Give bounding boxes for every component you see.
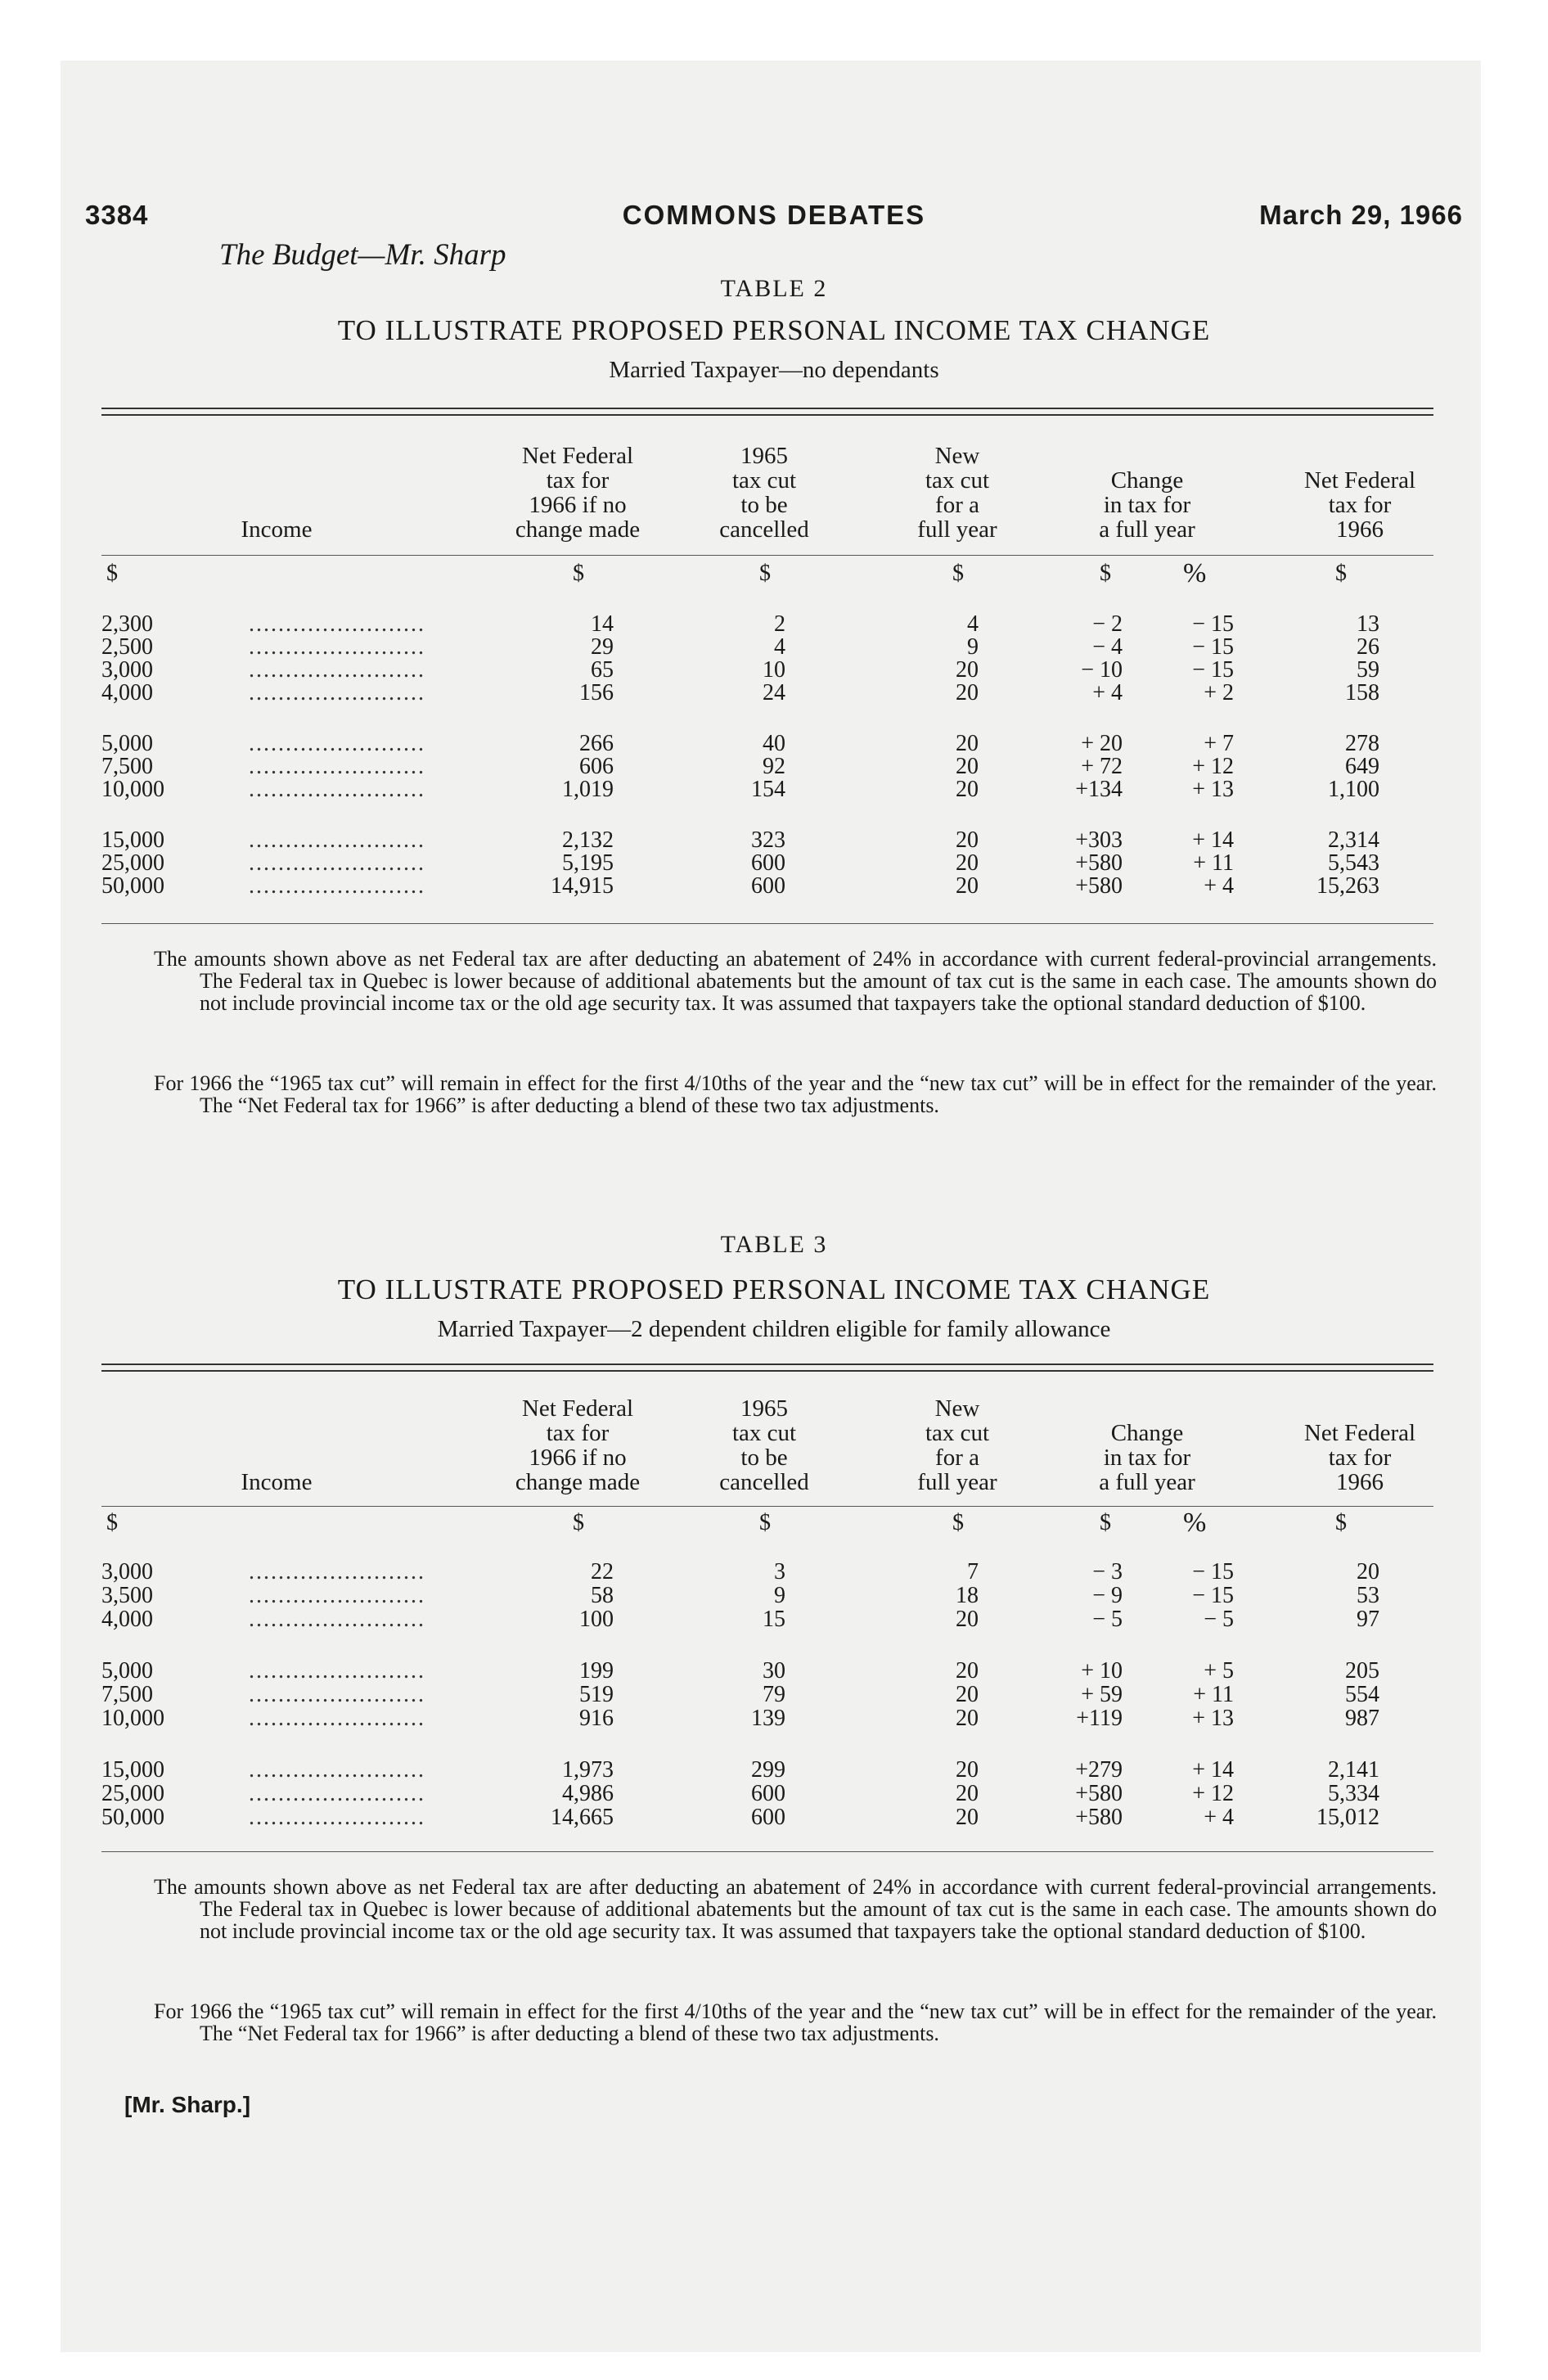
table2-unit-dollar: $ [106,561,118,586]
table2-unit-dollar: $ [1100,561,1111,586]
change-dollar-cell: + 10 [1081,1658,1123,1684]
table2-unit-percent: % [1183,558,1207,588]
cut-1965-cell: 10 [763,657,785,683]
change-percent-cell: + 5 [1204,1658,1234,1684]
table3-header-new-cut-line: New [934,1395,980,1422]
leader-dots: ........................ [249,611,425,637]
table2-subtitle: Married Taxpayer—no dependants [609,357,939,383]
change-dollar-cell: + 59 [1081,1682,1123,1707]
change-percent-cell: − 15 [1192,634,1234,660]
net-no-change-cell: 22 [591,1559,614,1584]
table3-top-rule-2 [101,1370,1433,1372]
income-cell: 3,000 [101,1559,153,1584]
change-dollar-cell: +580 [1075,850,1123,876]
income-cell: 7,500 [101,754,153,779]
cut-1965-cell: 299 [751,1757,785,1783]
change-percent-cell: + 4 [1204,1805,1234,1830]
net-1966-cell: 15,263 [1316,873,1379,899]
table2-unit-dollar: $ [759,561,771,586]
change-dollar-cell: +279 [1075,1757,1123,1783]
table3-header-net-no-change-line: Net Federal [521,1395,634,1422]
change-dollar-cell: − 5 [1092,1607,1123,1632]
table2-header-new-cut-line: tax cut [925,467,990,494]
table2-header-cut-1965-line: to be [740,492,788,518]
income-cell: 50,000 [101,873,164,899]
table3-top-rule [101,1364,1433,1365]
table2-header-change-line: Change [1110,467,1184,494]
income-cell: 25,000 [101,850,164,876]
new-cut-cell: 20 [956,827,979,853]
change-percent-cell: + 12 [1192,1781,1234,1806]
leader-dots: ........................ [249,657,425,683]
table2-note-blend: For 1966 the “1965 tax cut” will remain in effect for the first 4/10ths of the year and the “new tax cut” will be in effect for the remainder of the year. The “Net Federal tax for 1966” is after deducting a blend of these two tax adjustments. [154,1071,1437,1117]
cut-1965-cell: 600 [751,850,785,876]
table3-header-net-1966-line: tax for [1328,1445,1392,1471]
net-1966-cell: 554 [1345,1682,1379,1707]
cut-1965-cell: 600 [751,1781,785,1806]
table2-top-rule [101,408,1433,409]
leader-dots: ........................ [249,1607,425,1632]
page-number: 3384 [85,200,149,230]
leader-dots: ........................ [249,1805,425,1830]
table2-header-change-line: a full year [1099,516,1195,543]
net-no-change-cell: 4,986 [562,1781,614,1806]
leader-dots: ........................ [249,1781,425,1806]
net-no-change-cell: 1,973 [562,1757,614,1783]
cut-1965-cell: 2 [774,611,785,637]
change-percent-cell: + 14 [1192,827,1234,853]
table2-top-rule-2 [101,414,1433,416]
table2-bottom-rule [101,923,1433,924]
table2-header-net-no-change-line: change made [515,516,641,543]
net-1966-cell: 5,543 [1328,850,1379,876]
change-dollar-cell: − 2 [1092,611,1123,637]
table3-header-new-cut-line: for a [935,1445,979,1471]
change-dollar-cell: +119 [1076,1706,1123,1731]
table3-header-net-no-change-line: tax for [546,1420,610,1446]
change-percent-cell: − 15 [1192,1559,1234,1584]
net-no-change-cell: 65 [591,657,614,683]
leader-dots: ........................ [249,873,425,899]
table3-header-net-1966-line: Net Federal [1303,1420,1416,1446]
section-heading: The Budget—Mr. Sharp [219,238,506,272]
leader-dots: ........................ [249,827,425,853]
income-cell: 4,000 [101,1607,153,1632]
table2-header-new-cut-line: full year [917,516,997,543]
change-dollar-cell: +580 [1075,1781,1123,1806]
table3-header-income: Income [241,1469,313,1495]
table3-unit-dollar: $ [952,1510,964,1535]
change-percent-cell: + 11 [1193,1682,1234,1707]
change-percent-cell: + 12 [1192,754,1234,779]
net-no-change-cell: 606 [579,754,614,779]
net-1966-cell: 205 [1345,1658,1379,1684]
page-date: March 29, 1966 [1259,200,1463,230]
change-dollar-cell: +303 [1075,827,1123,853]
income-cell: 25,000 [101,1781,164,1806]
table3-header-cut-1965-line: 1965 [740,1395,788,1422]
cut-1965-cell: 9 [774,1583,785,1608]
leader-dots: ........................ [249,634,425,660]
new-cut-cell: 20 [956,1805,979,1830]
net-no-change-cell: 1,019 [562,777,614,802]
leader-dots: ........................ [249,754,425,779]
table3-unit-percent: % [1183,1508,1207,1538]
table2-header-rule [101,555,1433,556]
net-no-change-cell: 5,195 [562,850,614,876]
new-cut-cell: 20 [956,1706,979,1731]
table3-title: TO ILLUSTRATE PROPOSED PERSONAL INCOME TAX CHANGE [337,1273,1211,1305]
table3-header-rule [101,1506,1433,1507]
income-cell: 15,000 [101,827,164,853]
speaker-attribution: [Mr. Sharp.] [124,2092,251,2117]
table3-header-new-cut-line: tax cut [925,1420,990,1446]
cut-1965-cell: 30 [763,1658,785,1684]
table3-unit-dollar: $ [1335,1510,1347,1535]
table3-unit-dollar: $ [759,1510,771,1535]
change-percent-cell: + 2 [1204,680,1234,705]
new-cut-cell: 20 [956,680,979,705]
table3-unit-dollar: $ [106,1510,118,1535]
table2-unit-dollar: $ [1335,561,1347,586]
change-dollar-cell: + 20 [1081,731,1123,756]
income-cell: 4,000 [101,680,153,705]
table3-unit-dollar: $ [573,1510,584,1535]
net-1966-cell: 649 [1345,754,1379,779]
net-1966-cell: 53 [1357,1583,1379,1608]
change-percent-cell: + 11 [1193,850,1234,876]
change-dollar-cell: + 4 [1092,680,1123,705]
income-cell: 7,500 [101,1682,153,1707]
income-cell: 2,300 [101,611,153,637]
leader-dots: ........................ [249,1559,425,1584]
change-dollar-cell: +134 [1075,777,1123,802]
table3-header-net-no-change-line: 1966 if no [529,1445,627,1471]
table2-header-net-1966-line: tax for [1328,492,1392,518]
new-cut-cell: 7 [967,1559,979,1584]
new-cut-cell: 4 [967,611,979,637]
change-percent-cell: − 15 [1192,1583,1234,1608]
table3-header-change-line: Change [1110,1420,1184,1446]
income-cell: 5,000 [101,731,153,756]
change-dollar-cell: − 4 [1092,634,1123,660]
net-1966-cell: 59 [1357,657,1379,683]
table2-header-income: Income [241,516,313,543]
table2-unit-dollar: $ [952,561,964,586]
income-cell: 5,000 [101,1658,153,1684]
leader-dots: ........................ [249,1583,425,1608]
new-cut-cell: 20 [956,850,979,876]
change-percent-cell: + 13 [1192,777,1234,802]
cut-1965-cell: 154 [751,777,785,802]
table2-header-net-no-change-line: 1966 if no [529,492,627,518]
table2-header-net-1966-line: Net Federal [1303,467,1416,494]
net-1966-cell: 278 [1345,731,1379,756]
table2-number: TABLE 2 [720,275,828,302]
net-no-change-cell: 14,915 [551,873,614,899]
change-percent-cell: − 5 [1204,1607,1234,1632]
change-percent-cell: + 13 [1192,1706,1234,1731]
cut-1965-cell: 323 [751,827,785,853]
income-cell: 3,000 [101,657,153,683]
change-percent-cell: − 15 [1192,611,1234,637]
net-no-change-cell: 100 [579,1607,614,1632]
leader-dots: ........................ [249,731,425,756]
leader-dots: ........................ [249,1706,425,1731]
new-cut-cell: 9 [967,634,979,660]
leader-dots: ........................ [249,850,425,876]
table2-header-net-no-change-line: Net Federal [521,443,634,469]
table2-unit-dollar: $ [573,561,584,586]
table2-note-abatement: The amounts shown above as net Federal tax are after deducting an abatement of 24% in accordance with current federal-provincial arrangements. The Federal tax in Quebec is lower because of additional abatements but the amount of tax cut is the same in each case. The amounts shown do not include provincial income tax or the old age security tax. It was assumed that taxpayers take the optional standard deduction of $100. [154,947,1437,1015]
new-cut-cell: 20 [956,1781,979,1806]
table2-header-cut-1965-line: tax cut [731,467,797,494]
net-1966-cell: 97 [1357,1607,1379,1632]
table3-header-change-line: a full year [1099,1469,1195,1495]
income-cell: 10,000 [101,1706,164,1731]
cut-1965-cell: 92 [763,754,785,779]
table3-header-cut-1965-line: to be [740,1445,788,1471]
table2-header-cut-1965-line: cancelled [719,516,809,543]
change-dollar-cell: + 72 [1081,754,1123,779]
net-no-change-cell: 2,132 [562,827,614,853]
net-no-change-cell: 14,665 [551,1805,614,1830]
income-cell: 50,000 [101,1805,164,1830]
net-no-change-cell: 916 [579,1706,614,1731]
cut-1965-cell: 24 [763,680,785,705]
net-1966-cell: 158 [1345,680,1379,705]
cut-1965-cell: 15 [763,1607,785,1632]
change-percent-cell: + 4 [1204,873,1234,899]
cut-1965-cell: 79 [763,1682,785,1707]
table2-header-new-cut-line: New [934,443,980,469]
net-no-change-cell: 14 [591,611,614,637]
new-cut-cell: 20 [956,1682,979,1707]
leader-dots: ........................ [249,680,425,705]
table2-header-new-cut-line: for a [935,492,979,518]
net-no-change-cell: 519 [579,1682,614,1707]
net-1966-cell: 2,141 [1328,1757,1379,1783]
net-1966-cell: 1,100 [1328,777,1379,802]
change-percent-cell: + 7 [1204,731,1234,756]
table3-note-blend: For 1966 the “1965 tax cut” will remain in effect for the first 4/10ths of the year and the “new tax cut” will be in effect for the remainder of the year. The “Net Federal tax for 1966” is after deducting a blend of these two tax adjustments. [154,1999,1437,2045]
table3-bottom-rule [101,1851,1433,1852]
table2-header-net-1966-line: 1966 [1336,516,1384,543]
table3-unit-dollar: $ [1100,1510,1111,1535]
new-cut-cell: 20 [956,1757,979,1783]
net-no-change-cell: 266 [579,731,614,756]
change-dollar-cell: − 3 [1092,1559,1123,1584]
table2-header-cut-1965-line: 1965 [740,443,788,469]
table3-header-cut-1965-line: cancelled [719,1469,809,1495]
leader-dots: ........................ [249,1658,425,1684]
net-1966-cell: 987 [1345,1706,1379,1731]
cut-1965-cell: 3 [774,1559,785,1584]
net-1966-cell: 13 [1357,611,1379,637]
table3-header-cut-1965-line: tax cut [731,1420,797,1446]
cut-1965-cell: 4 [774,634,785,660]
table2-header-net-no-change-line: tax for [546,467,610,494]
net-1966-cell: 15,012 [1316,1805,1379,1830]
new-cut-cell: 20 [956,1607,979,1632]
income-cell: 15,000 [101,1757,164,1783]
table3-header-net-1966-line: 1966 [1336,1469,1384,1495]
new-cut-cell: 20 [956,777,979,802]
journal-title: COMMONS DEBATES [622,200,926,230]
cut-1965-cell: 139 [751,1706,785,1731]
new-cut-cell: 20 [956,1658,979,1684]
net-1966-cell: 26 [1357,634,1379,660]
income-cell: 3,500 [101,1583,153,1608]
cut-1965-cell: 600 [751,873,785,899]
table3-number: TABLE 3 [720,1231,828,1258]
table3-header-new-cut-line: full year [917,1469,997,1495]
net-1966-cell: 5,334 [1328,1781,1379,1806]
net-1966-cell: 2,314 [1328,827,1379,853]
new-cut-cell: 20 [956,873,979,899]
table3-note-abatement: The amounts shown above as net Federal tax are after deducting an abatement of 24% in accordance with current federal-provincial arrangements. The Federal tax in Quebec is lower because of additional abatements but the amount of tax cut is the same in each case. The amounts shown do not include provincial income tax or the old age security tax. It was assumed that taxpayers take the optional standard deduction of $100. [154,1875,1437,1943]
leader-dots: ........................ [249,777,425,802]
leader-dots: ........................ [249,1682,425,1707]
change-dollar-cell: − 9 [1092,1583,1123,1608]
income-cell: 2,500 [101,634,153,660]
table3-subtitle: Married Taxpayer—2 dependent children eligible for family allowance [437,1316,1111,1342]
net-no-change-cell: 199 [579,1658,614,1684]
cut-1965-cell: 40 [763,731,785,756]
leader-dots: ........................ [249,1757,425,1783]
change-dollar-cell: − 10 [1081,657,1123,683]
change-percent-cell: − 15 [1192,657,1234,683]
new-cut-cell: 20 [956,657,979,683]
table2-title: TO ILLUSTRATE PROPOSED PERSONAL INCOME TAX CHANGE [337,314,1211,346]
net-no-change-cell: 58 [591,1583,614,1608]
cut-1965-cell: 600 [751,1805,785,1830]
new-cut-cell: 18 [956,1583,979,1608]
table2-header-change-line: in tax for [1103,492,1191,518]
net-no-change-cell: 29 [591,634,614,660]
table3-header-change-line: in tax for [1103,1445,1191,1471]
table3-header-net-no-change-line: change made [515,1469,641,1495]
change-percent-cell: + 14 [1192,1757,1234,1783]
change-dollar-cell: +580 [1075,1805,1123,1830]
net-1966-cell: 20 [1357,1559,1379,1584]
income-cell: 10,000 [101,777,164,802]
change-dollar-cell: +580 [1075,873,1123,899]
net-no-change-cell: 156 [579,680,614,705]
new-cut-cell: 20 [956,731,979,756]
new-cut-cell: 20 [956,754,979,779]
